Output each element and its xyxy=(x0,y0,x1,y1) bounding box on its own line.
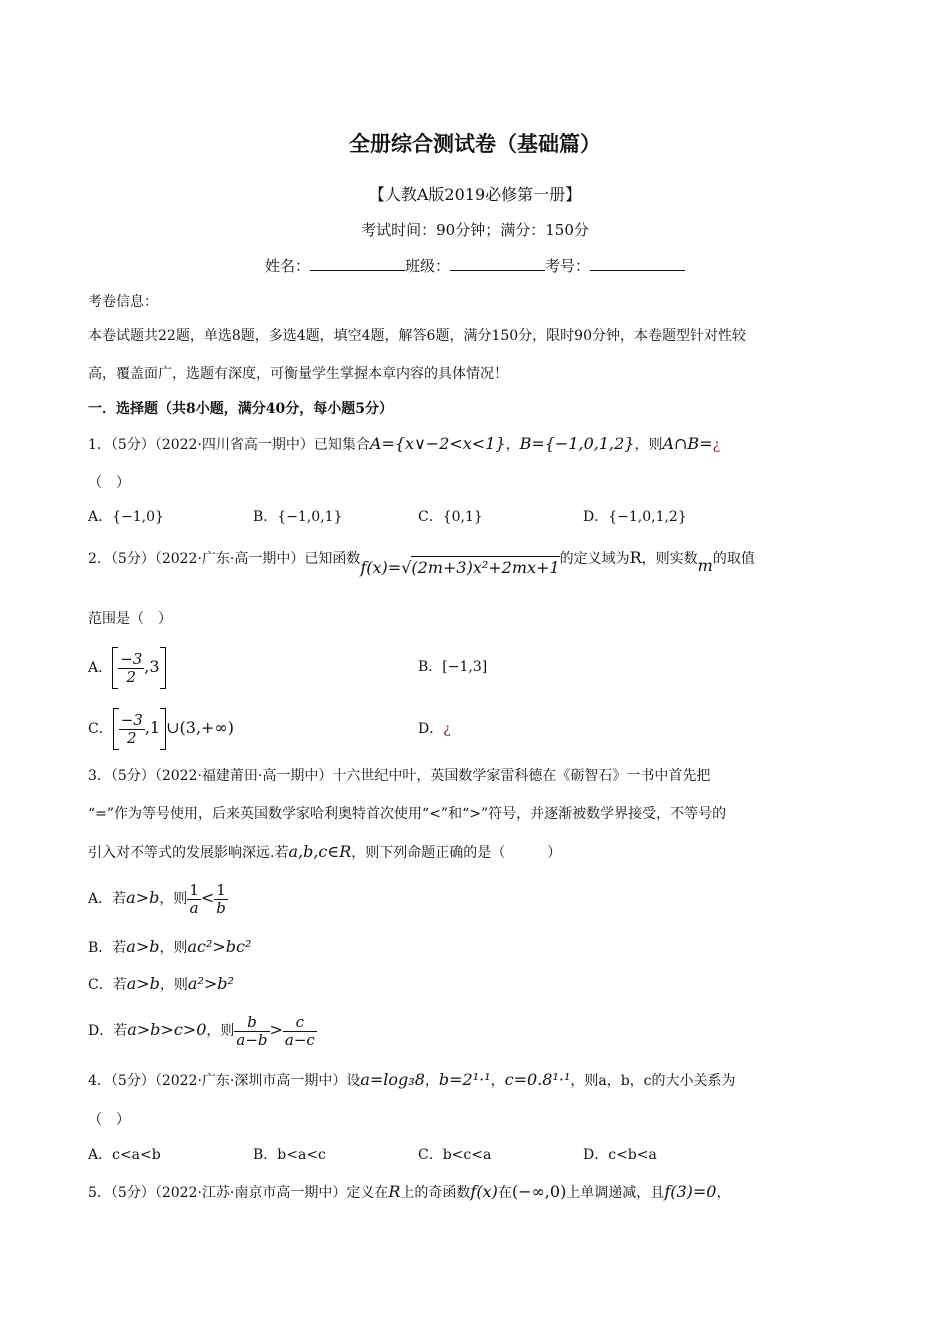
q2-func: f(x)= xyxy=(360,558,402,577)
q5-end: ， xyxy=(716,1185,731,1201)
q2-opt-c-rest: ,1 xyxy=(144,718,161,737)
student-info-line xyxy=(0,255,950,276)
q2-opt-c-union: ∪(3,+∞) xyxy=(166,718,234,737)
q2-opt-c-label: C． xyxy=(88,721,113,737)
q5-mid2: 在 xyxy=(497,1185,512,1201)
q1-expr: A∩B= xyxy=(662,434,713,453)
q1-option-d: D．{−1,0,1,2} xyxy=(583,509,687,525)
bracket-right-icon xyxy=(160,647,166,689)
q2-opt-a-fraction xyxy=(118,651,144,686)
q4-suffix: ，则a，b，c的大小关系为 xyxy=(570,1073,736,1089)
question-4-stem: 4．（5分）（2022·广东·深圳市高一期中）设a=log₃8，b=2¹·¹，c=0.8¹·¹，则a，b，c的大小关系为 xyxy=(88,1070,736,1089)
q3-opt-d-cond: a>b>c>0 xyxy=(127,1020,207,1039)
q4-option-d: D．c<b<a xyxy=(583,1147,657,1163)
q3-opt-a-pre: A．若 xyxy=(88,891,127,907)
q3-opt-a-frac-2: $\frac{1}{b}$ xyxy=(216,880,226,917)
q2-prefix: 2．（5分）（2022·广东·高一期中）已知函数 xyxy=(88,551,361,567)
q3-line-3-post: ，则下列命题正确的是（ ） xyxy=(351,845,562,861)
q4-option-b: B．b<a<c xyxy=(253,1147,326,1163)
q2-mid2: ，则实数 xyxy=(641,551,698,567)
q1-option-b: B．{−1,0,1} xyxy=(253,509,343,525)
name-label: 姓名： xyxy=(264,257,310,275)
q4-a: a=log₃8 xyxy=(360,1070,425,1089)
q3-opt-d-frac-2: $\frac{c}{a-c}$ xyxy=(284,1012,315,1049)
q2-domain: R xyxy=(629,548,642,567)
q3-option-a: A．若a>b，则 $\frac{1}{a}$ < $\frac{1}{b}$ xyxy=(88,880,226,917)
q3-opt-a-frac-1: $\frac{1}{a}$ xyxy=(189,880,199,917)
q2-opt-a-num: −3 xyxy=(120,649,143,668)
q2-opt-d-label: D． xyxy=(418,721,444,737)
q4-c: c=0.8¹·¹ xyxy=(504,1070,571,1089)
q4-prefix: 4．（5分）（2022·广东·深圳市高一期中）设 xyxy=(88,1073,361,1089)
q5-fx: f(x) xyxy=(470,1182,498,1201)
q5-mid3: 上单调递减，且 xyxy=(566,1185,665,1201)
q3-opt-a-then: ，则 xyxy=(159,891,188,907)
q2-var: m xyxy=(697,556,713,575)
q3-opt-d-pre: D．若 xyxy=(88,1023,128,1039)
q2-line-2: 范围是（ ） xyxy=(88,611,172,627)
q3-opt-b-pre: B．若 xyxy=(88,940,127,956)
q3-opt-d-then: ，则 xyxy=(206,1023,235,1039)
name-blank xyxy=(310,256,405,271)
q1-option-a: A．{−1,0} xyxy=(88,509,164,525)
q5-interval: (−∞,0) xyxy=(511,1182,567,1201)
q2-option-a xyxy=(88,645,166,690)
section-heading: 一．选择题（共8小题，满分40分，每小题5分） xyxy=(88,401,393,417)
q5-cond: f(3)=0 xyxy=(664,1182,717,1201)
q5-prefix: 5．（5分）（2022·江苏·南京市高一期中）定义在 xyxy=(88,1185,389,1201)
q3-option-d: D．若a>b>c>0，则 $\frac{b}{a-b}$ > $\frac{c}{a-c}$ xyxy=(88,1012,315,1049)
q4-paren: （ ） xyxy=(88,1112,130,1128)
q2-opt-a-den: 2 xyxy=(126,667,136,686)
q3-line-3-pre: 引入对不等式的发展影响深远.若 xyxy=(88,845,289,861)
exam-time: 考试时间：90分钟；满分：150分 xyxy=(361,221,589,239)
q2-opt-a-rest: ,3 xyxy=(144,657,160,676)
info-heading: 考卷信息： xyxy=(88,294,158,310)
q2-option-b: B．[−1,3] xyxy=(418,659,488,675)
q4-b: b=2¹·¹ xyxy=(438,1070,491,1089)
q1-paren: （ ） xyxy=(88,475,130,491)
q4-option-a: A．c<a<b xyxy=(88,1147,161,1163)
number-label: 考号： xyxy=(545,257,591,275)
info-line-1: 本卷试题共22题，单选8题，多选4题，填空4题，解答6题，满分150分，限时90分钟，本卷题型针对性较 xyxy=(88,328,746,344)
q3-option-c xyxy=(88,974,234,995)
q3-line-1: 3．（5分）（2022·福建莆田·高一期中）十六世纪中叶，英国数学家雷科德在《砺智石》一书中首先把 xyxy=(88,768,711,784)
q1-sep: ， xyxy=(505,437,520,453)
question-2-stem xyxy=(88,546,755,577)
question-1-stem xyxy=(88,434,720,455)
q3-opt-c-expr: a²>b² xyxy=(187,974,234,993)
q2-option-c xyxy=(88,706,234,751)
sqrt-icon: √ xyxy=(401,558,412,577)
question-5-stem xyxy=(88,1182,730,1203)
q4-option-c: C．b<c<a xyxy=(418,1147,492,1163)
q3-opt-c-then: ，则 xyxy=(159,977,188,993)
q1-qmark: ¿ xyxy=(712,437,721,453)
class-label: 班级： xyxy=(404,257,450,275)
q3-opt-b-expr: ac²>bc² xyxy=(187,937,252,956)
page-title: 全册综合测试卷（基础篇） xyxy=(349,132,601,156)
q3-opt-a-cond: a>b xyxy=(126,888,160,907)
q2-opt-a-label: A． xyxy=(88,660,113,676)
q3-line-3 xyxy=(88,842,561,863)
number-blank xyxy=(590,256,685,271)
q1-set-a: A={x∨−2<x<1} xyxy=(369,434,506,453)
edition-label: 【人教A版2019必修第一册】 xyxy=(368,185,582,204)
q5-r: R xyxy=(388,1182,401,1201)
q2-opt-d-val: ¿ xyxy=(443,721,451,737)
q2-opt-c-den: 2 xyxy=(127,728,137,747)
q3-opt-b-cond: a>b xyxy=(126,937,160,956)
q1-set-b: B={−1,0,1,2} xyxy=(519,434,635,453)
q3-opt-c-cond: a>b xyxy=(126,974,160,993)
q2-suffix: 的取值 xyxy=(712,551,755,567)
q3-opt-c-pre: C．若 xyxy=(88,977,127,993)
q3-line-3-math: a,b,c∈R xyxy=(288,842,352,861)
q2-opt-c-num: −3 xyxy=(120,710,143,729)
q1-then: ，则 xyxy=(634,437,663,453)
q3-line-2: “=”作为等号使用，后来英国数学家哈利奥特首次使用“<”和“>”符号，并逐渐被数学界接受，不等号的 xyxy=(88,806,727,822)
info-line-2: 高，覆盖面广，选题有深度，可衡量学生掌握本章内容的具体情况！ xyxy=(88,366,508,382)
q3-option-b xyxy=(88,937,251,958)
q2-opt-c-fraction xyxy=(119,712,145,747)
q1-prefix: 1．（5分）（2022·四川省高一期中）已知集合 xyxy=(88,437,370,453)
q2-mid: 的定义域为 xyxy=(559,551,630,567)
q5-mid: 上的奇函数 xyxy=(400,1185,471,1201)
class-blank xyxy=(450,256,545,271)
q2-option-d xyxy=(418,719,451,739)
q3-opt-d-frac-1: $\frac{b}{a-b}$ xyxy=(236,1012,268,1049)
q2-radicand: (2m+3)x²+2mx+1 xyxy=(411,558,560,577)
q1-option-c: C．{0,1} xyxy=(418,509,483,525)
q3-opt-b-then: ，则 xyxy=(159,940,188,956)
